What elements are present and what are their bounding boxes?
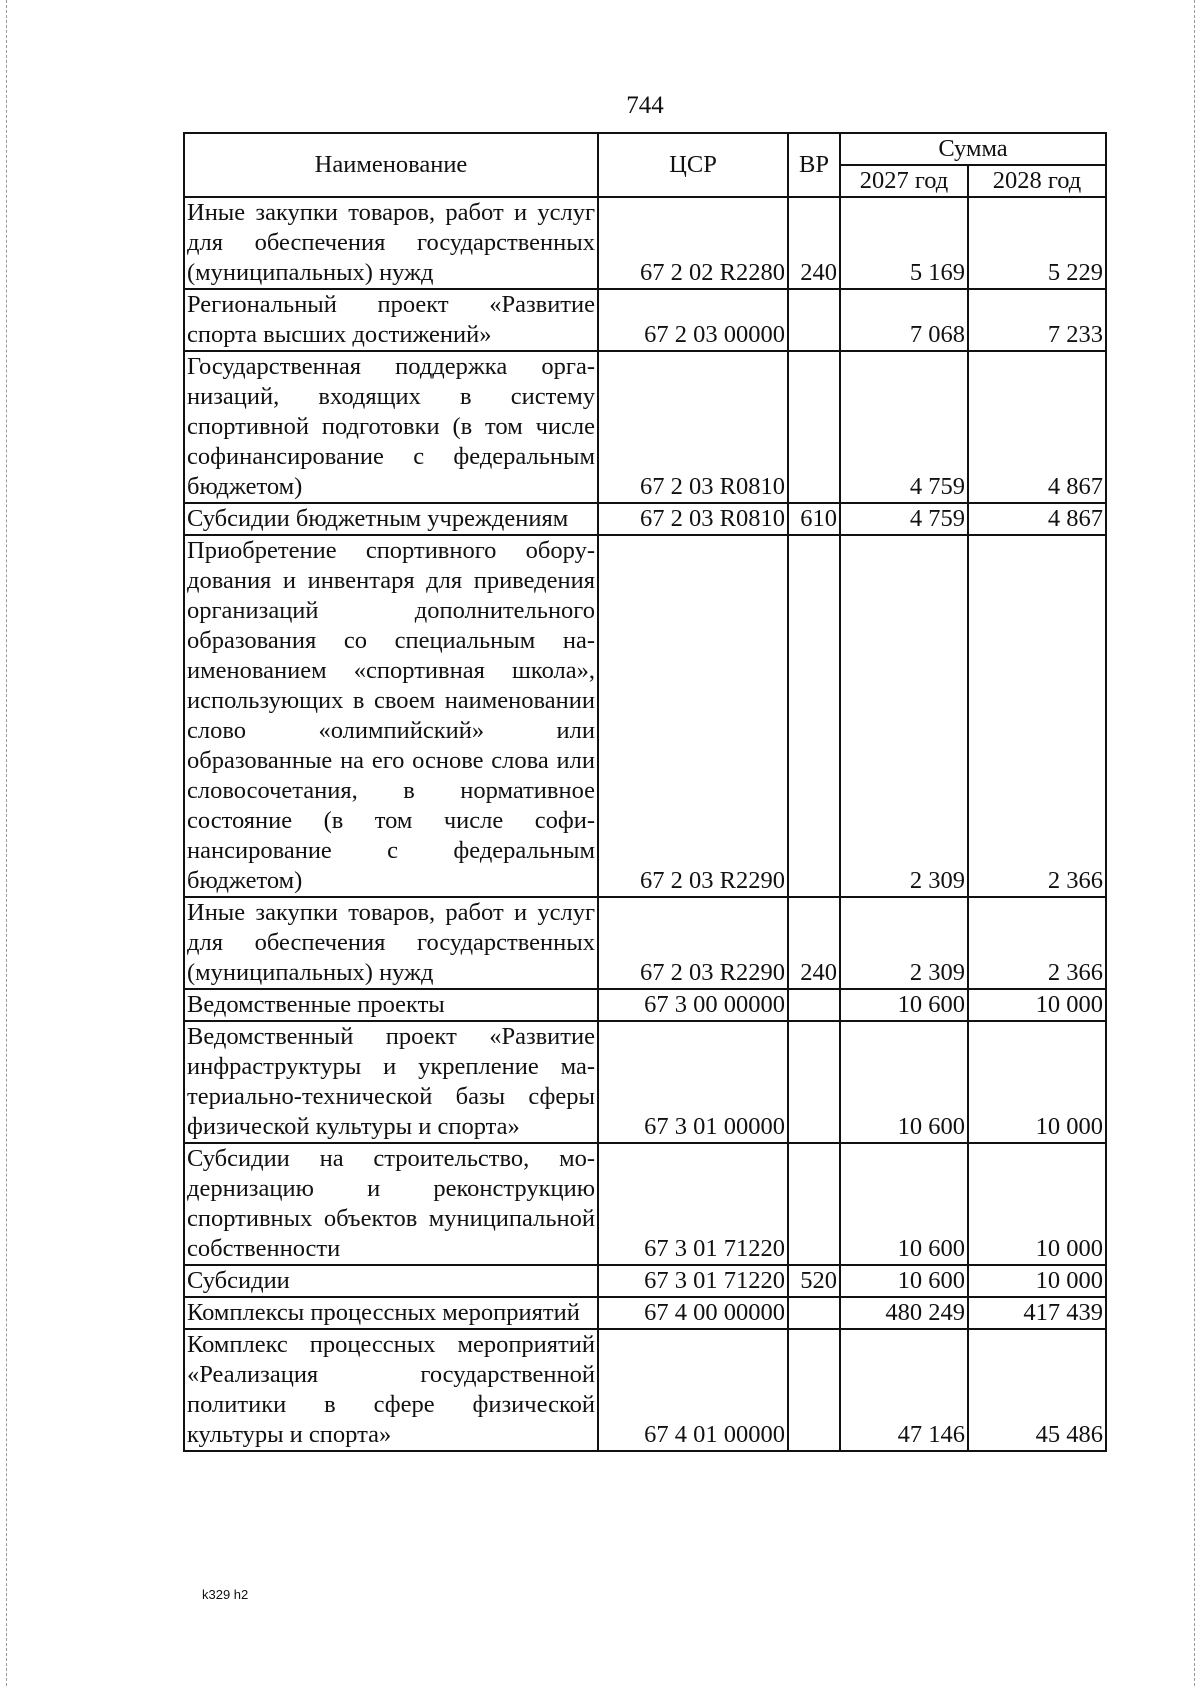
header-name: Наименование [184,133,598,197]
row-amount-2028-cell: 4 867 [968,503,1106,535]
row-vr-cell: 520 [788,1265,840,1297]
row-name-cell: Иные закупки товаров, работ и услуг для обеспечения государственных (муниципальных) нужд [184,897,598,989]
row-vr-cell [788,289,840,351]
row-vr-cell: 240 [788,897,840,989]
row-csr-cell: 67 3 00 00000 [598,989,788,1021]
header-sum: Сумма [840,133,1106,165]
row-csr-cell: 67 3 01 00000 [598,1021,788,1143]
row-amount-2027-cell: 7 068 [840,289,968,351]
row-amount-2028-cell: 10 000 [968,989,1106,1021]
row-amount-2028-cell: 45 486 [968,1329,1106,1451]
row-csr-cell: 67 2 03 R0810 [598,351,788,503]
table-row [184,989,1106,1021]
row-name-cell: Приобретение спортивного оборудования и инвентаря для приведения организаций дополнительного образования со специальным наименованием «спортивная школа», использующих в своем наименовании слово «олимпийский» или образованные на его основе слова или словосочетания, в нормативное состояние (в том числе софинансирование с федеральным бюджетом) [184,535,598,897]
row-vr-cell [788,1329,840,1451]
table-row [184,197,1106,289]
row-csr-cell: 67 2 03 00000 [598,289,788,351]
row-csr-cell: 67 2 02 R2280 [598,197,788,289]
row-csr-cell: 67 4 00 00000 [598,1297,788,1329]
table-header [184,133,1106,197]
row-amount-2028-cell: 417 439 [968,1297,1106,1329]
row-name-cell: Ведомственные проекты [184,989,598,1021]
row-vr-cell: 610 [788,503,840,535]
table-row [184,289,1106,351]
row-name-cell: Государственная поддержка организаций, входящих в систему спортивной подготовки (в том числе софинансирование с федеральным бюджетом) [184,351,598,503]
row-name-cell: Субсидии [184,1265,598,1297]
row-csr-cell: 67 4 01 00000 [598,1329,788,1451]
header-row [184,133,1106,165]
row-name-cell: Иные закупки товаров, работ и услуг для обеспечения государственных (муниципальных) нужд [184,197,598,289]
row-amount-2028-cell: 10 000 [968,1143,1106,1265]
row-amount-2027-cell: 4 759 [840,351,968,503]
row-csr-cell: 67 2 03 R2290 [598,535,788,897]
row-amount-2028-cell: 2 366 [968,897,1106,989]
table-row [184,351,1106,503]
header-year-2027: 2027 год [840,165,968,197]
row-csr-cell: 67 2 03 R0810 [598,503,788,535]
row-amount-2027-cell: 480 249 [840,1297,968,1329]
row-name-cell: Региональный проект «Развитие спорта высших достижений» [184,289,598,351]
row-amount-2028-cell: 2 366 [968,535,1106,897]
row-vr-cell [788,1297,840,1329]
row-name-cell: Субсидии бюджетным учреждениям [184,503,598,535]
page-number: 744 [626,92,664,119]
header-vr: ВР [788,133,840,197]
row-csr-cell: 67 3 01 71220 [598,1143,788,1265]
table-row [184,1329,1106,1451]
row-amount-2027-cell: 5 169 [840,197,968,289]
row-name-cell: Комплексы процессных мероприятий [184,1297,598,1329]
table-row [184,1297,1106,1329]
table-row [184,503,1106,535]
budget-table [183,132,1107,1452]
row-amount-2027-cell: 10 600 [840,1143,968,1265]
row-vr-cell [788,351,840,503]
right-margin-line [1194,0,1195,1686]
row-amount-2027-cell: 2 309 [840,535,968,897]
footer-code: k329 h2 [202,1587,249,1602]
row-vr-cell [788,535,840,897]
row-amount-2027-cell: 10 600 [840,1021,968,1143]
row-amount-2028-cell: 10 000 [968,1265,1106,1297]
row-name-cell: Субсидии на строительство, модернизацию и реконструкцию спортивных объектов муниципальной собственности [184,1143,598,1265]
row-amount-2027-cell: 10 600 [840,989,968,1021]
row-vr-cell [788,1021,840,1143]
table-row [184,1021,1106,1143]
table-body [184,197,1106,1451]
row-amount-2027-cell: 2 309 [840,897,968,989]
row-amount-2028-cell: 5 229 [968,197,1106,289]
row-name-cell: Комплекс процессных мероприятий «Реализация государственной политики в сфере физической культуры и спорта» [184,1329,598,1451]
row-csr-cell: 67 3 01 71220 [598,1265,788,1297]
table-row [184,1265,1106,1297]
header-csr: ЦСР [598,133,788,197]
row-csr-cell: 67 2 03 R2290 [598,897,788,989]
row-vr-cell [788,989,840,1021]
table-row [184,1143,1106,1265]
table-row [184,535,1106,897]
row-amount-2028-cell: 4 867 [968,351,1106,503]
header-year-2028: 2028 год [968,165,1106,197]
row-vr-cell [788,1143,840,1265]
row-amount-2027-cell: 47 146 [840,1329,968,1451]
row-amount-2027-cell: 4 759 [840,503,968,535]
left-margin-line [6,0,7,1686]
row-amount-2027-cell: 10 600 [840,1265,968,1297]
row-vr-cell: 240 [788,197,840,289]
row-name-cell: Ведомственный проект «Развитие инфраструктуры и укрепление материально-технической базы сферы физической культуры и спорта» [184,1021,598,1143]
table-row [184,897,1106,989]
row-amount-2028-cell: 10 000 [968,1021,1106,1143]
row-amount-2028-cell: 7 233 [968,289,1106,351]
